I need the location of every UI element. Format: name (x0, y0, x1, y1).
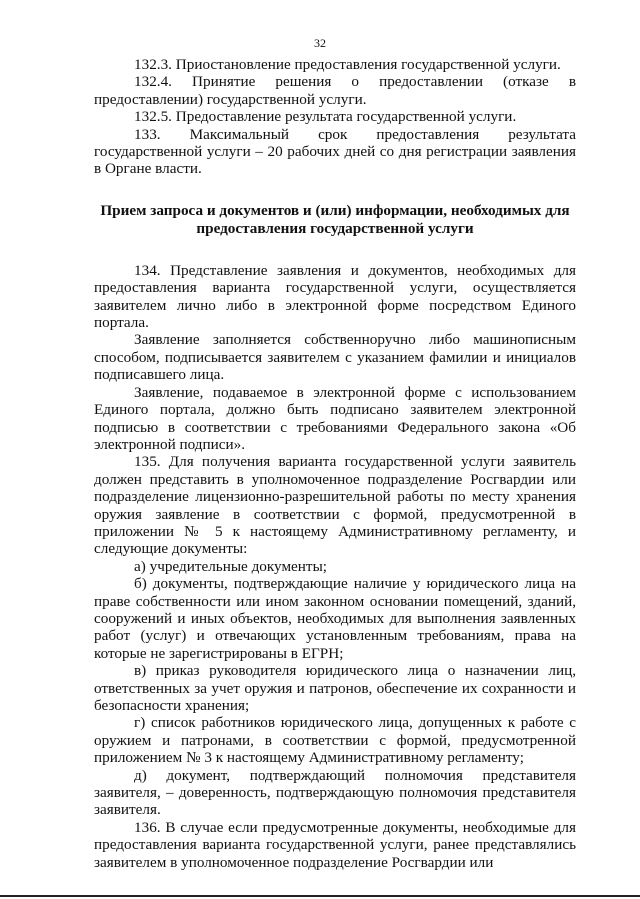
list-item: д) документ, подтверждающий полномочия представителя заявителя, – доверенность, подтверждающую полномочия представителя заявителя. (94, 766, 576, 819)
paragraph: 136. В случае если предусмотренные документы, необходимые для предоставления варианта государственной услуги, ранее представлялись заявителем в уполномоченное подразделение Росгвардии или (94, 818, 576, 871)
list-item: а) учредительные документы; (134, 557, 327, 575)
list-item: б) документы, подтверждающие наличие у юридического лица на праве собственности или ином законном основании помещений, зданий, сооружений и иных объектов, необходимых для выполнения заявленных работ (услуг) и отвечающих установленным требованиям, права на которые не зарегистрированы в ЕГРН; (94, 575, 576, 662)
paragraph: 133. Максимальный срок предоставления результата государственной услуги – 20 рабочих дней со дня регистрации заявления в Органе власти. (94, 125, 576, 178)
list-item: в) приказ руководителя юридического лица о назначении лиц, ответственных за учет оружия и патронов, обеспечение их сохранности и безопасности хранения; (94, 662, 576, 714)
paragraph: Заявление заполняется собственноручно либо машинописным способом, подписывается заявителем с указанием фамилии и инициалов подписавшего лица. (94, 331, 576, 384)
scan-edge-line (0, 895, 640, 897)
paragraph: 132.5. Предоставление результата государственной услуги. (134, 108, 517, 126)
paragraph: 132.4. Принятие решения о предоставлении (отказе в предоставлении) государственной услуги. (94, 73, 576, 108)
section-heading: Прием запроса и документов и (или) информации, необходимых для предоставления государственной услуги (100, 201, 570, 237)
paragraph: 134. Представление заявления и документов, необходимых для предоставления варианта государственной услуги, осуществляется заявителем лично либо в электронной форме посредством Единого портала. (94, 261, 576, 332)
paragraph: 132.3. Приостановление предоставления государственной услуги. (134, 56, 561, 73)
page-number: 32 (314, 36, 326, 50)
document-body (94, 56, 576, 871)
paragraph: 135. Для получения варианта государственной услуги заявитель должен представить в уполномоченное подразделение Росгвардии или подразделение лицензионно-разрешительной работы по месту хранения оружия заявление в соответствии с формой, предусмотренной в приложении № 5 к настоящему Административному регламенту, и следующие документы: (94, 453, 576, 558)
list-item: г) список работников юридического лица, допущенных к работе с оружием и патронами, в соответствии с формой, предусмотренной приложением № 3 к настоящему Административному регламенту; (94, 714, 576, 767)
paragraph: Заявление, подаваемое в электронной форме с использованием Единого портала, должно быть подписано заявителем электронной подписью в соответствии с требованиями Федерального закона «Об электронной подписи». (94, 383, 576, 453)
